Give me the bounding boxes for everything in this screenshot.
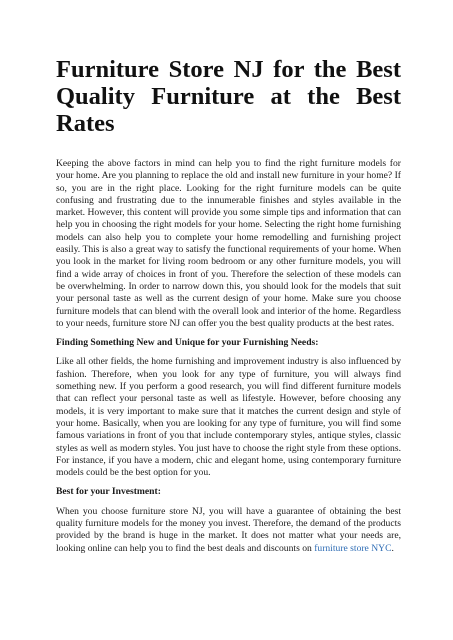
investment-body-end: . [391, 542, 394, 554]
furniture-store-nyc-link[interactable]: furniture store NYC [314, 542, 392, 554]
section-heading-investment: Best for your Investment: [56, 486, 161, 498]
investment-body-text: When you choose furniture store NJ, you will have a guarantee of obtaining the best quality furniture models for the money you invest. Therefore, the demand of the products provided by the brand is huge in the market. It does not matter what your needs are, looking online can help you to find the best deals and discounts on [56, 505, 401, 554]
document-title: Furniture Store NJ for the Best Quality Furniture at the Best Rates [56, 56, 401, 137]
intro-paragraph: Keeping the above factors in mind can help you to find the right furniture models for your home. Are you planning to replace the old and install new furniture in your home? If so, you are in the right place. Looking for the right furniture models can be quite confusing and frustrating due to the innumerable finishes and styles available in the market. However, this content will provide you some simple tips and information that can help you in choosing the right models for your home. Selecting the right home furnishing models can also help you to complete your home remodelling and furnishing project easily. This is also a great way to satisfy the functional requirements of your home. When you look in the market for living room bedroom or any other furniture models, you will find a wide array of choices in front of you. Therefore the selection of these models can be overwhelming. In order to narrow down this, you should look for the models that suit your personal taste as well as the current design of your home. Make sure you choose furniture models that can blend with the overall look and interior of the home. Regardless to your needs, furniture store NJ can offer you the best quality products at the best rates. [56, 158, 401, 329]
section-heading-unique-furnishing: Finding Something New and Unique for your Furnishing Needs: [56, 337, 319, 349]
section-body-unique-furnishing: Like all other fields, the home furnishing and improvement industry is also influenced by fashion. Therefore, when you look for any type of furniture, you will always find something new. If you perform a good research, you will find different furniture models that can reflect your personal taste as well as lifestyle. However, before choosing any models, it is very important to make sure that it matches the current design and style of your home. Basically, when you are looking for any type of furniture, you will find some famous variations in front of you that include contemporary styles, antique styles, classic styles as well as modern styles. You just have to choose the right style from these options. For instance, if you have a modern, chic and elegant home, using contemporary furniture models could be the best option for you. [56, 356, 401, 479]
section-body-investment [56, 506, 401, 555]
